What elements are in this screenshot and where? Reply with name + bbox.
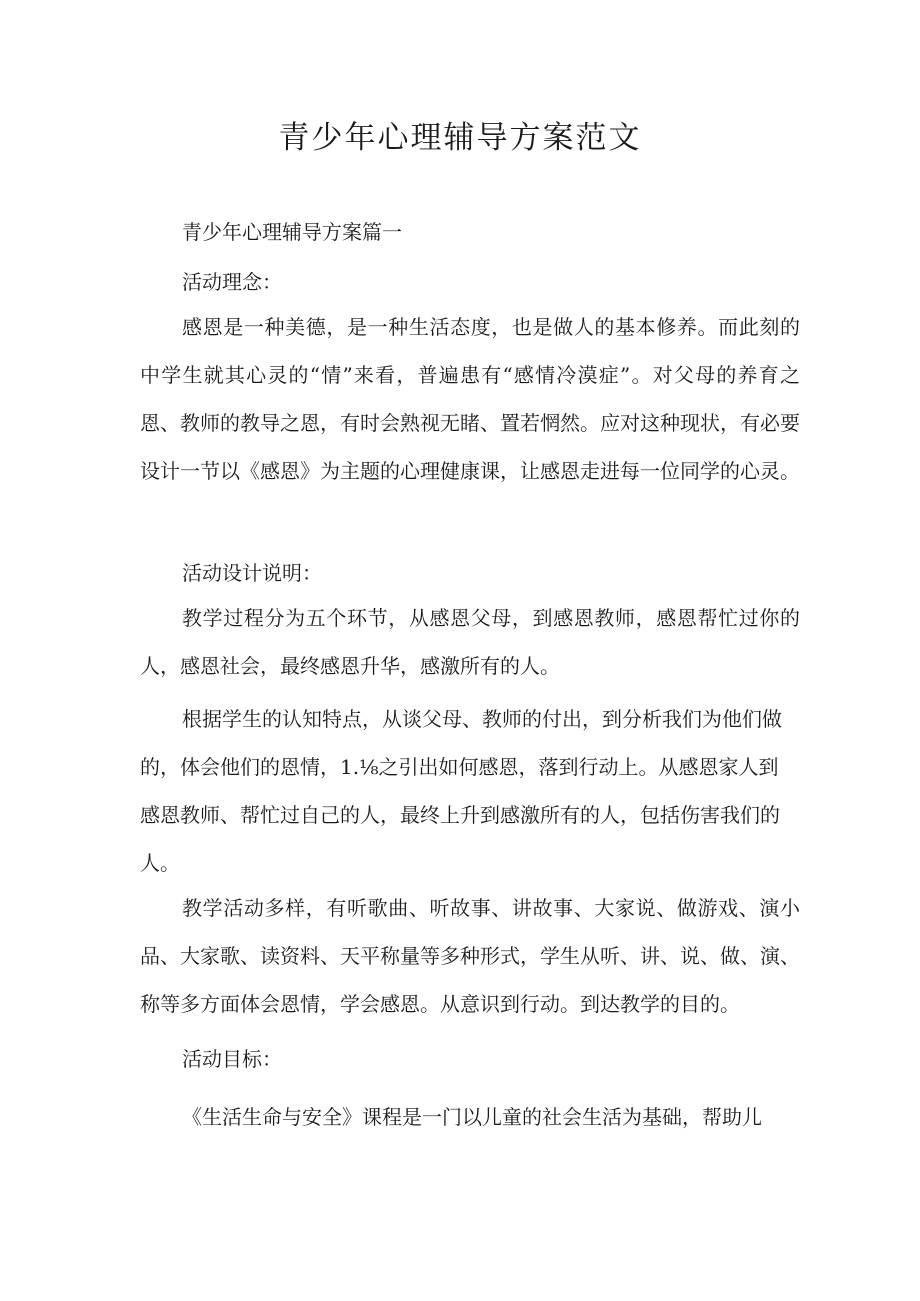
paragraph-design-stages: 教学过程分为五个环节，从感恩父母，到感恩教师，感恩帮忙过你的人，感恩社会，最终感恩升华，感激所有的人。 [140, 606, 800, 678]
document-title: 青少年心理辅导方案范文 [278, 120, 642, 156]
section-title: 青少年心理辅导方案篇一 [182, 220, 402, 244]
paragraph-activity-concept: 感恩是一种美德，是一种生活态度，也是做人的基本修养。而此刻的中学生就其心灵的“情”来看，普遍患有“感情冷漠症”。对父母的养育之恩、教师的教导之恩，有时会熟视无睹、置若惘然。应对这种现状，有必要设计一节以《感恩》为主题的心理健康课，让感恩走进每一位同学的心灵。 [140, 315, 800, 483]
heading-activity-goal: 活动目标： [182, 1047, 282, 1071]
heading-activity-concept: 活动理念： [182, 270, 282, 294]
paragraph-design-method-line-1: 根据学生的认知特点，从谈父母、教师的付出，到分析我们为他们做 [182, 707, 782, 731]
paragraph-design-method-line-3: 感恩教师、帮忙过自己的人，最终上升到感激所有的人，包括伤害我们的 [140, 803, 780, 827]
paragraph-teaching-activities: 教学活动多样，有听歌曲、听故事、讲故事、大家说、做游戏、演小品、大家歌、读资料、天平称量等多种形式，学生从听、讲、说、做、演、称等多方面体会恩情，学会感恩。从意识到行动。到达教学的目的。 [140, 896, 800, 1016]
paragraph-design-method-line-4: 人。 [140, 851, 180, 875]
heading-activity-design: 活动设计说明： [182, 561, 322, 585]
paragraph-activity-goal: 《生活生命与安全》课程是一门以儿童的社会生活为基础，帮助儿 [182, 1105, 762, 1129]
paragraph-design-method-line-2: 的，体会他们的恩情，1.⅛之引出如何感恩，落到行动上。从感恩家人到 [140, 755, 779, 779]
